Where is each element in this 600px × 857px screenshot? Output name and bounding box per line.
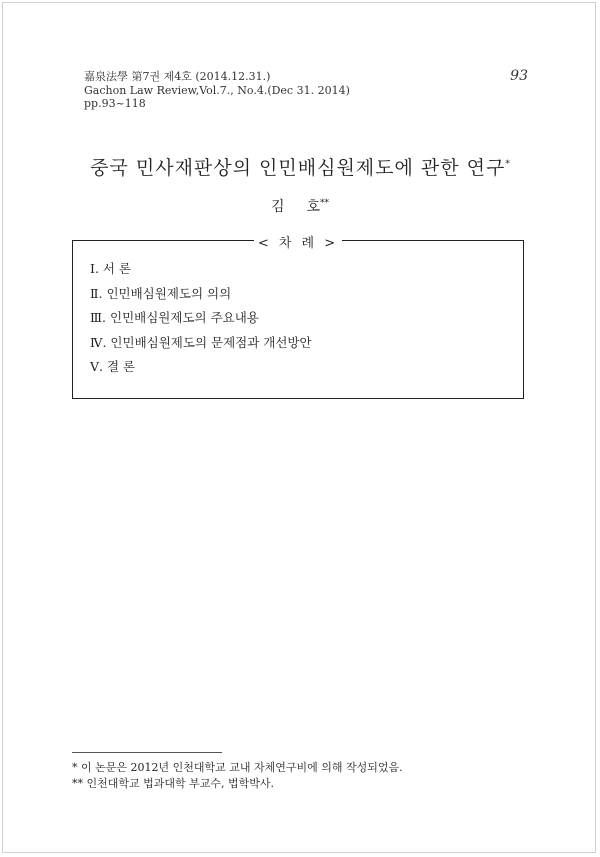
toc-item-4: Ⅳ. 인민배심원제도의 문제점과 개선방안: [90, 334, 312, 350]
toc-item-5: Ⅴ. 결 론: [90, 359, 136, 374]
toc-heading-text: < 차 례 >: [254, 236, 342, 251]
footnotes: [72, 760, 403, 792]
toc-item-1: Ⅰ. 서 론: [90, 261, 132, 276]
footnote-divider: [72, 752, 222, 753]
author-char-2: 호: [306, 199, 321, 215]
page-number: 93: [510, 68, 528, 84]
toc-list: [90, 257, 312, 380]
journal-header-line-1: 嘉泉法學 第7권 제4호 (2014.12.31.): [84, 70, 271, 83]
footnote-1: * 이 논문은 2012년 인천대학교 교내 자체연구비에 의해 작성되었음.: [72, 761, 403, 774]
toc-item-3: Ⅲ. 인민배심원제도의 주요내용: [90, 310, 259, 325]
page-border: [2, 2, 596, 853]
author-name: [0, 196, 600, 216]
title-footnote-mark: *: [505, 159, 510, 170]
journal-header: [84, 70, 350, 111]
paper-title: [0, 153, 600, 180]
author-footnote-mark: **: [320, 198, 330, 209]
journal-header-line-2: Gachon Law Review,Vol.7., No.4.(Dec 31. 2014): [84, 83, 350, 97]
toc-heading: [73, 232, 523, 251]
paper-title-text: 중국 민사재판상의 인민배심원제도에 관한 연구: [90, 156, 506, 179]
toc-item-2: Ⅱ. 인민배심원제도의 의의: [90, 285, 232, 301]
author-char-1: 김: [270, 199, 285, 215]
table-of-contents: [72, 236, 524, 399]
journal-header-line-3: pp.93~118: [84, 97, 146, 110]
footnote-2: ** 인천대학교 법과대학 부교수, 법학박사.: [72, 777, 274, 790]
